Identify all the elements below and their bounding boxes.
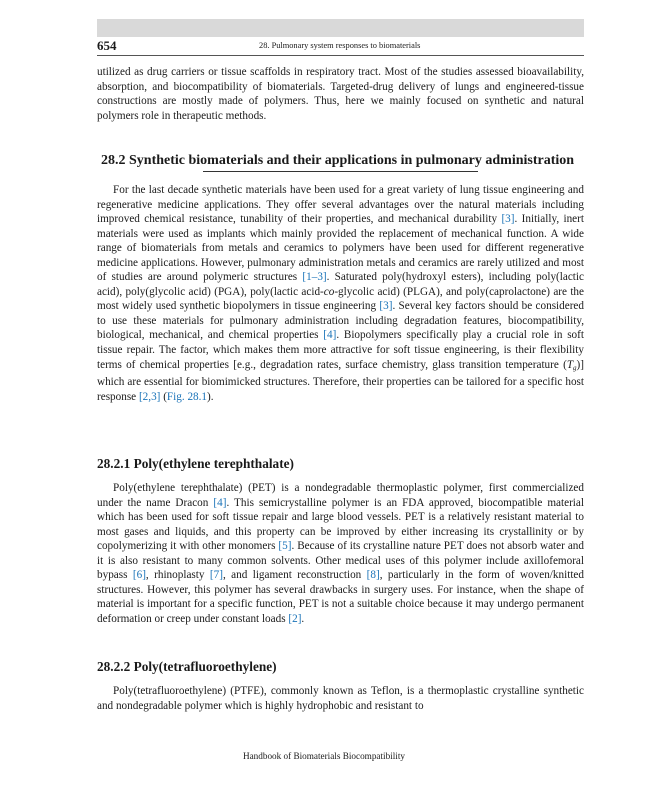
citation-link[interactable]: [8]: [366, 569, 380, 582]
citation-link[interactable]: [7]: [209, 569, 223, 582]
section-28-2-1-paragraph: Poly(ethylene terephthalate) (PET) is a nondegradable thermoplastic polymer, first commercialized under the name Dracon [4]. This semicrystalline polymer is an FDA approved, biocompatible material which has been used for soft tissue repair and large blood vessels. PET is a relatively resistant material to most gases and liquids, and this property can be improved by either increasing its crystallinity or by copolymerizing it with other monomers [5]. Because of its crystalline nature PET does not absorb water and it is also resistant to many common solvents. Other medical uses of this polymer include axillofemoral bypass [6], rhinoplasty [7], and ligament reconstruction [8], particularly in the form of woven/knitted structures. However, this polymer has several drawbacks in surgery uses. For instance, when the shape of material is important for a specific function, PET is not a suitable choice because it may undergo permanent deformation or creep under constant loads [2].: [97, 482, 584, 625]
figure-link[interactable]: Fig. 28.1: [166, 390, 208, 403]
citation-link[interactable]: [5]: [278, 540, 292, 553]
subsection-heading-28-2-2: 28.2.2 Poly(tetrafluoroethylene): [97, 659, 277, 674]
page-footer: Handbook of Biomaterials Biocompatibility: [242, 751, 406, 761]
citation-link[interactable]: [4]: [323, 329, 337, 342]
page-header: [97, 38, 584, 54]
heading-underline: [203, 171, 478, 172]
running-title: 28. Pulmonary system responses to biomaterials: [259, 41, 421, 50]
citation-link[interactable]: [3]: [501, 213, 515, 226]
citation-link[interactable]: [3]: [379, 300, 393, 313]
section-28-2-paragraph: For the last decade synthetic materials have been used for a great variety of lung tissue engineering and regenerative medicine applications. They offer several advantages over the natural materials including improved chemical resistance, tunability of their properties, and mechanical durability [3]. Initially, inert materials were used as implants which mainly provided the replacement of mechanical function. A wide range of biomaterials from metals and ceramics to polymers have been used for different regenerative medicine applications. However, pulmonary administration metals and ceramics are rarely utilized and most of studies are around polymeric structures [1–3]. Saturated poly(hydroxyl esters), including poly(lactic acid), poly(glycolic acid) (PGA), poly(lactic acid-co-glycolic acid) (PLGA), and poly(caprolactone) are the most widely used synthetic biopolymers in tissue engineering [3]. Several key factors should be considered to use these materials for pulmonary administration including degradation features, biocompatibility, biological, mechanical, and chemical properties [4]. Biopolymers specifically play a crucial role in soft tissue repair. The factor, which makes them more attractive for soft tissue engineering, is their flexibility terms of chemical properties [e.g., degradation rates, surface chemistry, glass transition temperature $(T_g)$] which are essential for biomimicked structures. Therefore, their properties can be tailored for a specific host response [2,3] (Fig. 28.1).: [97, 184, 584, 403]
intro-paragraph: utilized as drug carriers or tissue scaffolds in respiratory tract. Most of the studies assessed bioavailability, absorption, and biocompatibility of biomaterials. Targeted-drug delivery of lungs and engineered-tissue constructions are mostly made of polymers. Thus, here we mainly focused on synthetic and natural polymers role in therapeutic methods.: [97, 66, 584, 122]
citation-link[interactable]: [2]: [288, 612, 302, 625]
citation-link[interactable]: [1–3]: [302, 271, 327, 284]
section-28-2-2-paragraph: Poly(tetrafluoroethylene) (PTFE), commonly known as Teflon, is a thermoplastic crystalline synthetic and nondegradable polymer which is highly hydrophobic and resistant to: [97, 685, 584, 712]
subsection-heading-28-2-1: 28.2.1 Poly(ethylene terephthalate): [97, 456, 294, 471]
citation-link[interactable]: [2,3]: [138, 390, 161, 403]
section-heading-28-2: 28.2 Synthetic biomaterials and their applications in pulmonary administration: [101, 153, 575, 168]
citation-link[interactable]: [6]: [132, 569, 146, 582]
citation-link[interactable]: [4]: [213, 496, 227, 509]
page-number: 654: [97, 38, 117, 53]
header-rule: [97, 55, 584, 56]
header-bar: [97, 19, 584, 37]
